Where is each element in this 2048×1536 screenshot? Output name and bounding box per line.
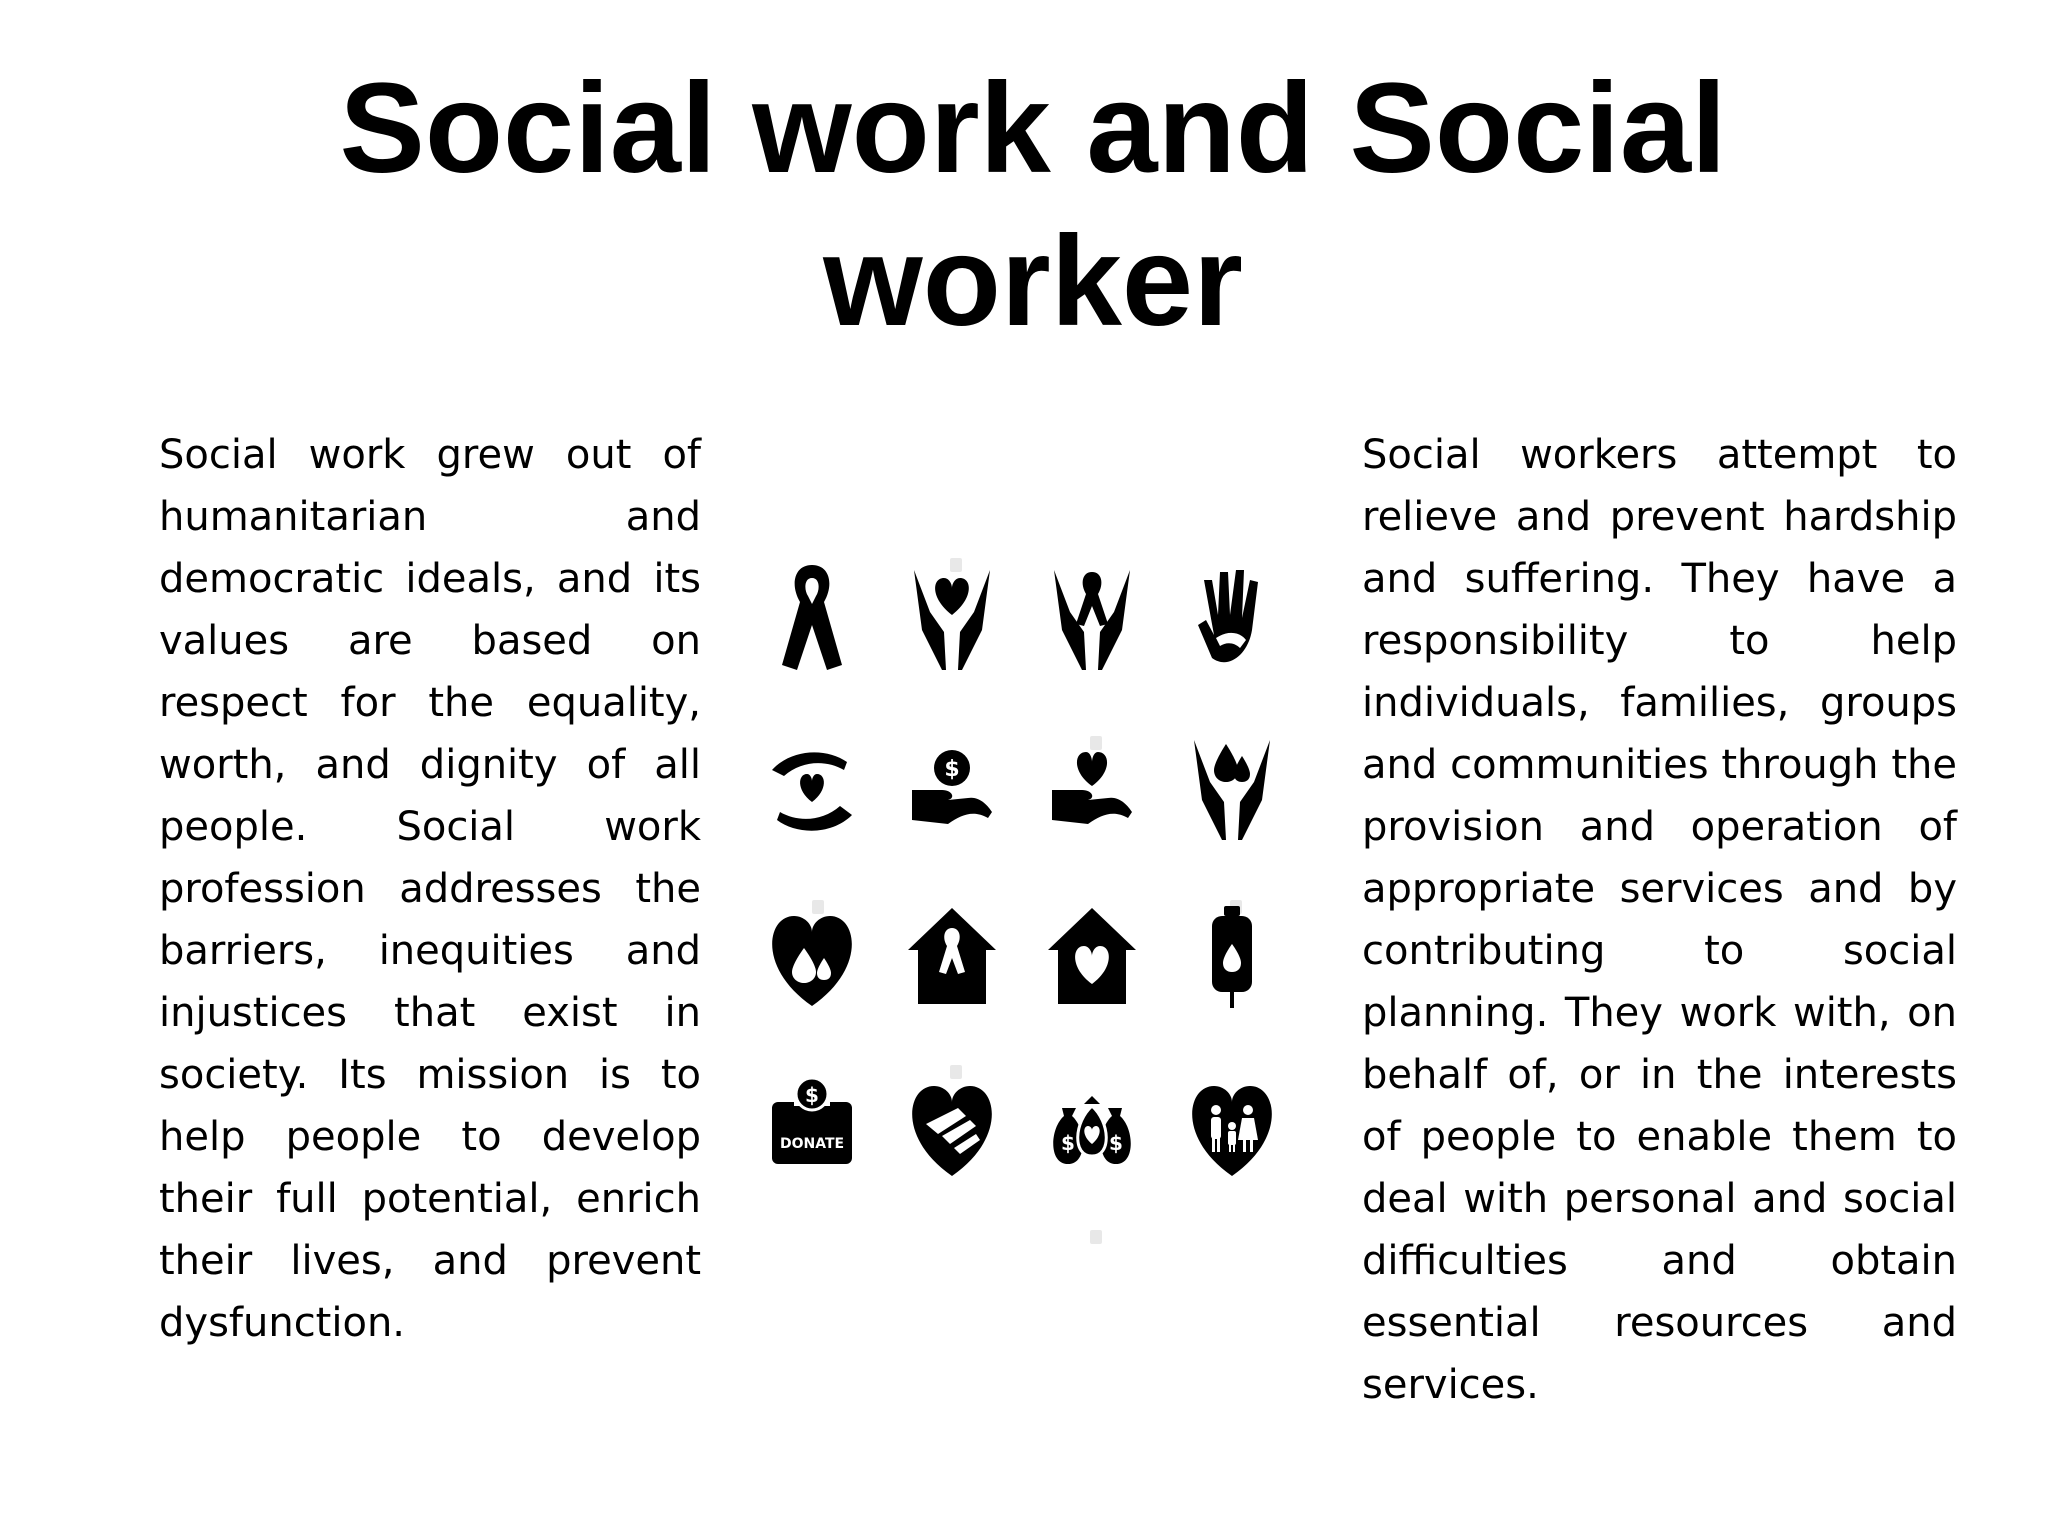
blood-bag-icon xyxy=(1212,906,1252,1008)
slide-title: Social work and Social worker xyxy=(339,57,1727,353)
money-bags-icon xyxy=(1053,1096,1131,1164)
icon-grid xyxy=(720,480,1320,1310)
money-currency-symbol: $ xyxy=(944,757,960,782)
donate-box-icon xyxy=(772,1078,852,1164)
left-paragraph: Social work grew out of humanitarian and democratic ideals, and its values are based on respect for the equality, worth, and dignity of all people. Social work profession addresses the barriers, inequities and injustices that exist in society. Its mission is to help people to develop their full potential, enrich their lives, and prevent dysfunction. xyxy=(159,432,701,1346)
right-bag-currency-symbol: $ xyxy=(1109,1131,1123,1155)
awareness-ribbon-icon xyxy=(782,565,842,670)
family-in-heart-icon xyxy=(1192,1086,1272,1176)
hand-giving-heart-icon xyxy=(1052,752,1132,824)
donate-currency-symbol: $ xyxy=(805,1083,819,1107)
heart-handshake-icon xyxy=(912,1086,992,1176)
house-with-ribbon-icon xyxy=(908,908,996,1004)
hands-holding-ribbon-icon xyxy=(1054,570,1130,670)
left-bag-currency-symbol: $ xyxy=(1061,1131,1075,1155)
icon-grid-svg xyxy=(720,480,1320,1310)
hands-holding-blood-drops-icon xyxy=(1194,740,1270,840)
helping-hand-icon xyxy=(1198,570,1258,662)
right-paragraph: Social workers attempt to relieve and prevent hardship and suffering. They have a responsibility to help individuals, families, groups and communities through the provision and operation of appropriate services and by contributing to social planning. They work with, on behalf of, or in the interests of people to enable them to deal with personal and social difficulties and obtain essential resources and services. xyxy=(1362,432,1957,1408)
watermark xyxy=(812,558,1242,1244)
heart-with-blood-drops-icon xyxy=(772,916,852,1006)
hand-giving-money-icon xyxy=(912,750,992,824)
donate-label: DONATE xyxy=(779,1136,845,1152)
hands-protecting-heart-icon xyxy=(772,752,852,830)
house-with-heart-icon xyxy=(1048,908,1136,1004)
hands-holding-heart-icon xyxy=(914,570,990,670)
